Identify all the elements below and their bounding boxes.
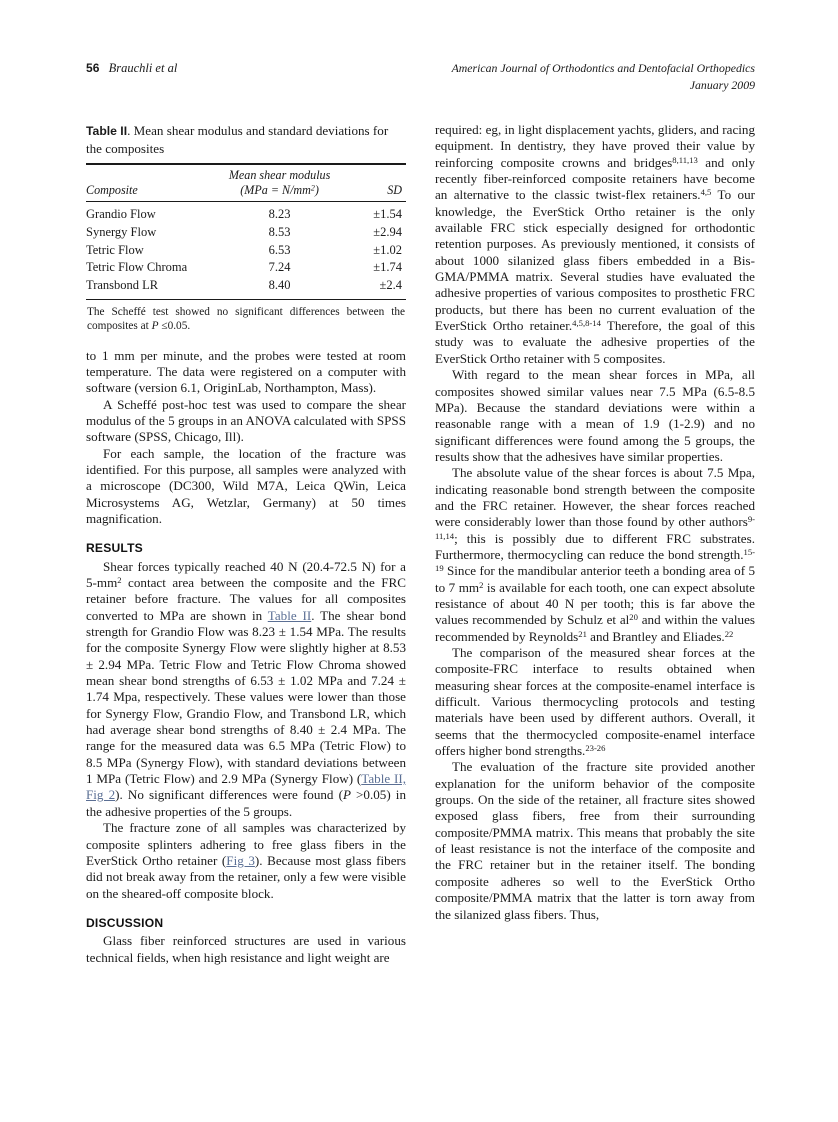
col-header-mean-line1: Mean shear modulus [228,168,331,182]
col-header-mean-line2: (MPa = N/mm [240,182,311,197]
cell-mean: 6.53 [268,242,291,257]
disc-text-b: and only recently fiber-reinforced composite retainers have become an alternative to the classic twist-flex retainers. [435,154,755,203]
cell-composite: Transbond LR [86,278,159,293]
paragraph-methods-continued: to 1 mm per minute, and the probes were tested at room temperature. The data were registered on a computer with software (version 6.1, OriginLab, Northampton, Mass). [86,347,406,396]
table-ii [86,163,406,334]
disc-text-a: required: eg, in light displacement yachts, gliders, and racing equipment. In dentistry, they have proved their value by reinforcing composite crowns and bridges [435,122,755,170]
col-header-mean-exponent: 2 [310,182,315,192]
paragraph-interface-comparison [435,645,755,759]
paragraph-results-2 [86,820,406,902]
cell-sd: ±1.54 [373,207,402,221]
journal-title: American Journal of Orthodontics and Dentofacial Orthopedics [451,61,755,75]
p3-text-e: and within the values recommended by Reynolds [435,612,755,644]
table-row [86,202,406,224]
running-head [86,60,755,102]
cell-composite: Grandio Flow [86,207,156,221]
left-column [86,122,406,966]
table-caption-text: . Mean shear modulus and standard deviations for the composites [86,123,389,156]
running-head-authors: Brauchli et al [108,61,178,75]
col-header-mean-line2-end: ) [314,182,319,197]
results-text-e: >0.05) in the adhesive properties of the 5 groups. [86,787,406,819]
p3-text-d: is available for each tooth, one can expect absolute resistance of about 40 N per tooth; this is far above the values recommended by Schulz et al [435,579,755,628]
superscript-mm-squared: 2 [479,579,484,590]
table-row [86,241,406,259]
paragraph-results-1 [86,559,406,821]
table-row [86,277,406,299]
paragraph-fracture-site-evaluation: The evaluation of the fracture site provided another explanation for the uniform behavior of the composite groups. On the side of the retainer, all fracture sites showed exposed glass fibers, free from their surrounding composite/PMMA matrix. This means that probably the site of least resistance is not the interface of the composite and the FRC retainer but in the retainer itself. The bonding composite adheres so well to the EverStick Ortho composite/PMMA matrix that the latter is torn away from the silanized glass fibers. Thus, [435,759,755,922]
running-head-left [86,60,177,76]
cell-sd: ±1.74 [373,260,402,275]
issue-date: January 2009 [689,78,755,92]
heading-discussion: DISCUSSION [86,915,164,930]
p4-text-a: The comparison of the measured shear forces at the composite-FRC interface to results obtained when measuring shear forces at the composite-enamel interface is difficult. Various thermocycling protocols and testing materials have been used by different authors. Overall, it seems that the thermocycled composite-enamel interface offers higher bond strengths. [435,645,755,759]
superscript-ref-22: 22 [724,628,734,639]
link-table-ii-fig-2[interactable]: Table II, Fig 2 [86,771,406,803]
table-row [86,224,406,242]
running-head-right [452,60,755,94]
paragraph-fracture-location: For each sample, the location of the fracture was identified. For this purpose, all samples were analyzed with a microscope (DC300, Wild M7A, Leica QWin, Leica Microsystems AG, Wetzlar, Germany) at 50 times magnification. [86,445,406,526]
p3-text-c: Since for the mandibular anterior teeth a bonding area of 5 to 7 mm [435,563,755,595]
results-text-b: contact area between the composite and the FRC retainer before fracture. The values for all composites converted to MPa are shown in [86,575,406,623]
heading-results: RESULTS [86,541,143,556]
cell-sd: ±1.02 [373,242,402,257]
paragraph-scheffe-test: A Scheffé post-hoc test was used to compare the shear modulus of the 5 groups in an ANOVA calculated with SPSS software (SPSS, Chicago, Ill). [86,396,406,445]
italic-p-symbol: P [342,787,351,803]
results2-text-a: The fracture zone of all samples was characterized by composite splinters adhering to free glass fibers in the EverStick Ortho retainer ( [86,820,406,868]
superscript-mm-squared: 2 [117,575,122,586]
disc-text-d: Therefore, the goal of this study was to evaluate the adhesive properties of the EverStick Ortho retainer with 5 composites. [435,318,755,366]
disc-text-c: To our knowledge, the EverStick Ortho retainer is the only available FRC stick especially designed for orthodontic retention purposes. As previously mentioned, it consists of about 1000 silanized glass fibers embedded in a Bis-GMA/PMMA matrix. Several studies have evaluated the adhesive properties of various composites to prosthetic FRC products, but there has been no current evaluation of the EverStick Ortho retainer. [435,187,755,334]
link-fig-3[interactable]: Fig 3 [226,852,255,868]
col-header-sd: SD [387,182,402,197]
superscript-refs-9-11-14: 9-11,14 [435,514,755,541]
paragraph-discussion-continued [435,122,755,367]
table-footnote-p-symbol: P [151,319,159,332]
table-footnote-part2: ≤0.05. [158,319,191,332]
cell-mean: 8.40 [268,278,291,293]
paragraph-discussion-1: Glass fiber reinforced structures are used in various technical fields, when high resistance and light weight are [86,933,406,965]
table-label: Table II [86,124,128,138]
table-footnote-part1: The Scheffé test showed no significant differences between the composites at [87,305,405,332]
p3-text-b: ; this is possibly due to different FRC substrates. Furthermore, thermocycling can reduce the bond strength. [435,530,755,562]
superscript-ref-20: 20 [629,612,638,623]
cell-mean: 7.24 [268,260,291,275]
superscript-refs-8-11-13: 8,11,13 [672,154,698,165]
results-text-d: ). No significant differences were found ( [115,787,343,803]
table-ii-block [86,122,406,334]
superscript-refs-4-5: 4,5 [700,187,712,198]
p3-text-f: and Brantley and Eliades. [586,628,725,644]
superscript-ref-21: 21 [578,628,587,639]
table-caption [86,122,406,157]
cell-mean: 8.53 [268,224,291,239]
table-row [86,259,406,277]
cell-composite: Tetric Flow [86,242,144,257]
superscript-refs-23-26: 23-26 [585,743,606,754]
table-footnote [87,305,405,333]
superscript-refs-15-19: 15-19 [435,547,755,574]
cell-sd: ±2.94 [373,224,402,239]
cell-mean: 8.23 [268,207,291,221]
table-body [86,202,406,300]
col-header-mean-shear-modulus [227,165,333,201]
cell-sd: ±2.4 [379,278,402,293]
col-header-composite: Composite [86,182,138,197]
superscript-refs-4-5-8-14: 4,5,8-14 [572,318,601,329]
paragraph-absolute-shear-value [435,465,755,645]
results2-text-b: ). Because most glass fibers did not break away from the retainer, only a few were visible on the sheared-off composite block. [86,852,406,901]
results-text-a: Shear forces typically reached 40 N (20.4-72.5 N) for a 5-mm [86,558,406,590]
cell-composite: Synergy Flow [86,224,157,239]
table-footer [86,299,406,334]
results-text-c: . The shear bond strength for Grandio Flow was 8.23 ± 1.54 MPa. The results for the composite Synergy Flow were slightly higher at 8.53 ± 2.94 MPa. Tetric Flow and Tetric Flow Chroma showed mean shear bond strengths of 6.53 ± 1.02 MPa and 7.24 ± 1.74 Mpa, respectively. These values were lower than those for Synergy Flow, Grandio Flow, and Transbond LR, which had average shear bond strengths of 8.40 ± 2.4 MPa. The range for the measured data was 6.5 MPa (Tetric Flow) to 8.5 MPa (Synergy Flow), with standard deviations between 1 MPa (Tetric Flow) and 2.9 MPa (Synergy Flow) ( [86,607,406,787]
paragraph-mean-shear-forces: With regard to the mean shear forces in MPa, all composites showed similar values near 7.5 MPa (6.5-8.5 MPa). Because the standard deviations were within a reasonable range with a mean of 1.9 (1-2.9) and no significant differences were found among the 5 groups, the results show that the adhesives have similar properties. [435,367,755,464]
page-number: 56 [86,61,100,75]
link-table-ii[interactable]: Table II [267,607,312,623]
right-column [435,122,755,923]
p3-text-a: The absolute value of the shear forces is about 7.5 Mpa, indicating reasonable bond strength between the composite and the FRC retainer. However, the shear forces reached were considerably lower than those found by other authors [435,465,755,530]
table-header-row [86,165,406,201]
cell-composite: Tetric Flow Chroma [86,260,188,275]
